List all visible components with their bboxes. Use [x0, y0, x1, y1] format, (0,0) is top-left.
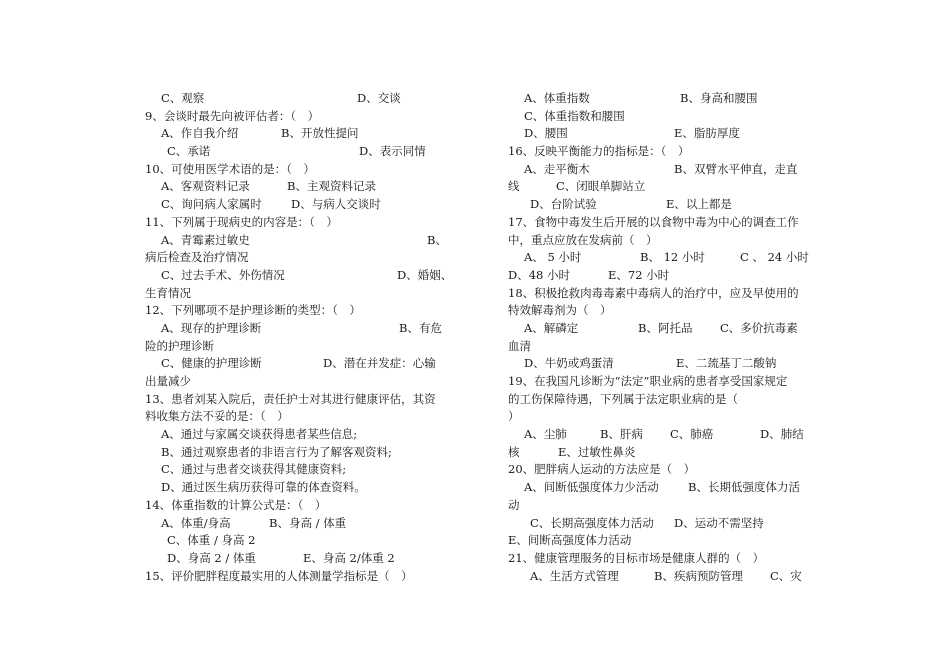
option-text: C、体重指数和腰围: [524, 108, 625, 123]
question-text: 21、健康管理服务的目标市场是健康人群的（ ）: [508, 550, 765, 565]
option-text: D、腰围: [524, 126, 568, 141]
question-text: 14、体重指数的计算公式是：（ ）: [145, 497, 327, 512]
option-text: 生育情况: [145, 285, 191, 300]
text-line: [145, 532, 475, 550]
option-text: C、闭眼单脚站立: [556, 179, 646, 194]
option-text: A、间断低强度体力少活动: [524, 480, 659, 495]
option-text: 病后检查及治疗情况: [145, 250, 249, 265]
text-line: [508, 161, 808, 179]
question-text: 料收集方法不妥的是：（ ）: [145, 409, 289, 424]
text-line: [508, 232, 808, 250]
question-9: [145, 108, 475, 126]
question-11: [145, 214, 475, 232]
question-text: 10、可使用医学术语的是：（ ）: [145, 161, 315, 176]
text-line: [145, 267, 475, 285]
text-line: [508, 249, 808, 267]
text-line: [508, 408, 808, 426]
option-text: C、体重 / 身高 2: [167, 533, 256, 548]
option-text: A、客观资料记录: [161, 179, 250, 194]
option-text: E、间断高强度体力活动: [508, 533, 632, 548]
text-line: [508, 302, 808, 320]
text-line: [508, 178, 808, 196]
option-text: 核: [508, 444, 520, 459]
text-line: [508, 515, 808, 533]
option-text: A、体重/身高: [161, 515, 231, 530]
option-text: B、身高和腰围: [680, 91, 758, 105]
option-text: E、72 小时: [608, 267, 670, 282]
option-text: 血清: [508, 338, 531, 353]
option-text: B、疾病预防管理: [654, 568, 743, 583]
text-line: [145, 338, 475, 356]
text-line: [145, 178, 475, 196]
option-text: E、过敏性鼻炎: [558, 444, 636, 459]
question-text: 12、下列哪项不是护理诊断的类型：（ ）: [145, 303, 361, 318]
option-text: C、长期高强度体力活动: [530, 515, 654, 530]
option-text: 险的护理诊断: [145, 338, 214, 353]
option-text: B、: [427, 232, 447, 247]
text-line: [145, 444, 475, 462]
text-line: [145, 550, 475, 568]
option-text: C、灾: [770, 568, 802, 583]
option-text: B、长期低强度体力活: [688, 480, 800, 495]
question-14: [145, 497, 475, 515]
text-line: [145, 355, 475, 373]
question-text: 9、会谈时最先向被评估者：（ ）: [145, 108, 320, 123]
question-16: [508, 143, 808, 161]
text-line: [145, 373, 475, 391]
option-text: D、婚姻、: [397, 267, 453, 282]
option-text: E、以上都是: [666, 197, 732, 212]
text-line: [508, 338, 808, 356]
question-text: 中，重点应放在发病前（ ）: [508, 232, 658, 247]
text-line: [508, 90, 808, 108]
option-text: D、与病人交谈时: [291, 197, 381, 212]
option-text: A、生活方式管理: [530, 568, 619, 583]
text-line: [508, 108, 808, 126]
option-text: C、通过与患者交谈获得其健康资料;: [161, 462, 347, 477]
text-line: [145, 125, 475, 143]
option-text: A、现存的护理诊断: [161, 320, 262, 335]
option-text: 动: [508, 497, 520, 512]
question-text: 17、食物中毒发生后开展的以食物中毒为中心的调查工作: [508, 214, 799, 229]
question-text: 20、肥胖病人运动的方法应是（ ）: [508, 462, 696, 477]
option-text: C、多价抗毒素: [720, 320, 798, 335]
option-text: B、通过观察患者的非语言行为了解客观资料;: [161, 444, 392, 459]
question-text: 特效解毒剂为（ ）: [508, 303, 612, 318]
option-text: B、身高 / 体重: [269, 515, 347, 530]
text-line: [508, 479, 808, 497]
question-10: [145, 161, 475, 179]
text-line: [508, 444, 808, 462]
text-line: [145, 479, 475, 497]
option-text: D、潜在并发症：心输: [323, 356, 436, 371]
option-text: D、通过医生病历获得可靠的体查资料。: [161, 480, 366, 495]
text-line: [508, 497, 808, 515]
text-line: [145, 515, 475, 533]
question-21: [508, 550, 808, 568]
left-column: [145, 90, 475, 585]
text-line: [508, 125, 808, 143]
text-line: [145, 143, 475, 161]
text-line: [508, 320, 808, 338]
option-text: C、观察: [161, 91, 205, 105]
text-line: [145, 285, 475, 303]
option-text: E、身高 2/体重 2: [303, 550, 395, 565]
option-text: D、交谈: [357, 91, 401, 105]
text-line: [508, 267, 808, 285]
question-text: ）: [508, 409, 520, 424]
option-text: B、肝病: [600, 427, 643, 442]
question-12: [145, 302, 475, 320]
text-line: [508, 355, 808, 373]
option-text: B、双臂水平伸直，走直: [674, 161, 798, 176]
option-text: A、尘肺: [524, 427, 567, 442]
option-text: A、作自我介绍: [161, 126, 239, 141]
question-15: [145, 568, 475, 586]
text-line: [508, 196, 808, 214]
question-text: 19、在我国凡诊断为“法定”职业病的患者享受国家规定: [508, 374, 788, 388]
question-17: [508, 214, 808, 232]
question-19: [508, 373, 808, 391]
text-line: [508, 568, 808, 586]
option-text: 出量减少: [145, 374, 191, 388]
option-text: C、肺癌: [670, 427, 714, 442]
question-text: 16、反映平衡能力的指标是：（ ）: [508, 144, 690, 159]
question-18: [508, 285, 808, 303]
text-line: [145, 232, 475, 250]
option-text: A、 5 小时: [524, 250, 582, 265]
question-text: 15、评价肥胖程度最实用的人体测量学指标是（ ）: [145, 568, 413, 583]
text-line: [145, 196, 475, 214]
option-text: D、肺结: [760, 427, 804, 442]
option-text: C、过去手术、外伤情况: [161, 267, 285, 282]
option-text: A、解磷定: [524, 320, 579, 335]
option-text: C、健康的护理诊断: [161, 356, 262, 371]
right-column: [508, 90, 808, 585]
option-text: D、表示同情: [359, 144, 426, 159]
question-text: 11、下列属于现病史的内容是：（ ）: [145, 214, 338, 229]
option-text: B、阿托品: [638, 320, 693, 335]
option-text: A、体重指数: [524, 91, 590, 105]
option-text: D、身高 2 / 体重: [167, 550, 256, 565]
option-text: D、运动不需坚持: [674, 515, 764, 530]
question-text: 的工伤保障待遇，下列属于法定职业病的是（: [508, 391, 738, 406]
question-text: 13、患者刘某入院后，责任护士对其进行健康评估，其资: [145, 391, 436, 406]
text-line: [508, 532, 808, 550]
option-text: D、台阶试验: [530, 197, 597, 212]
text-line: [145, 408, 475, 426]
option-text: D、牛奶或鸡蛋清: [524, 356, 614, 371]
text-line: [145, 90, 475, 108]
text-line: [145, 426, 475, 444]
option-text: B、有危: [399, 320, 442, 335]
option-text: C 、 24 小时: [740, 250, 809, 265]
option-text: B、主观资料记录: [287, 179, 376, 194]
option-text: A、走平衡木: [524, 161, 590, 176]
option-text: 线: [508, 179, 520, 194]
text-line: [508, 391, 808, 409]
text-line: [145, 461, 475, 479]
option-text: B、开放性提问: [281, 126, 359, 141]
option-text: E、脂肪厚度: [674, 126, 740, 141]
text-line: [145, 320, 475, 338]
question-text: 18、积极抢救肉毒毒素中毒病人的治疗中，应及早使用的: [508, 285, 799, 300]
question-13: [145, 391, 475, 409]
text-line: [508, 426, 808, 444]
option-text: C、承诺: [167, 144, 211, 159]
option-text: A、通过与家属交谈获得患者某些信息;: [161, 427, 358, 442]
option-text: D、48 小时: [508, 267, 571, 282]
option-text: B、 12 小时: [640, 250, 705, 265]
option-text: A、青霉素过敏史: [161, 232, 250, 247]
question-20: [508, 461, 808, 479]
text-line: [145, 249, 475, 267]
option-text: C、询问病人家属时: [161, 197, 262, 212]
option-text: E、二巯基丁二酸钠: [676, 356, 777, 371]
